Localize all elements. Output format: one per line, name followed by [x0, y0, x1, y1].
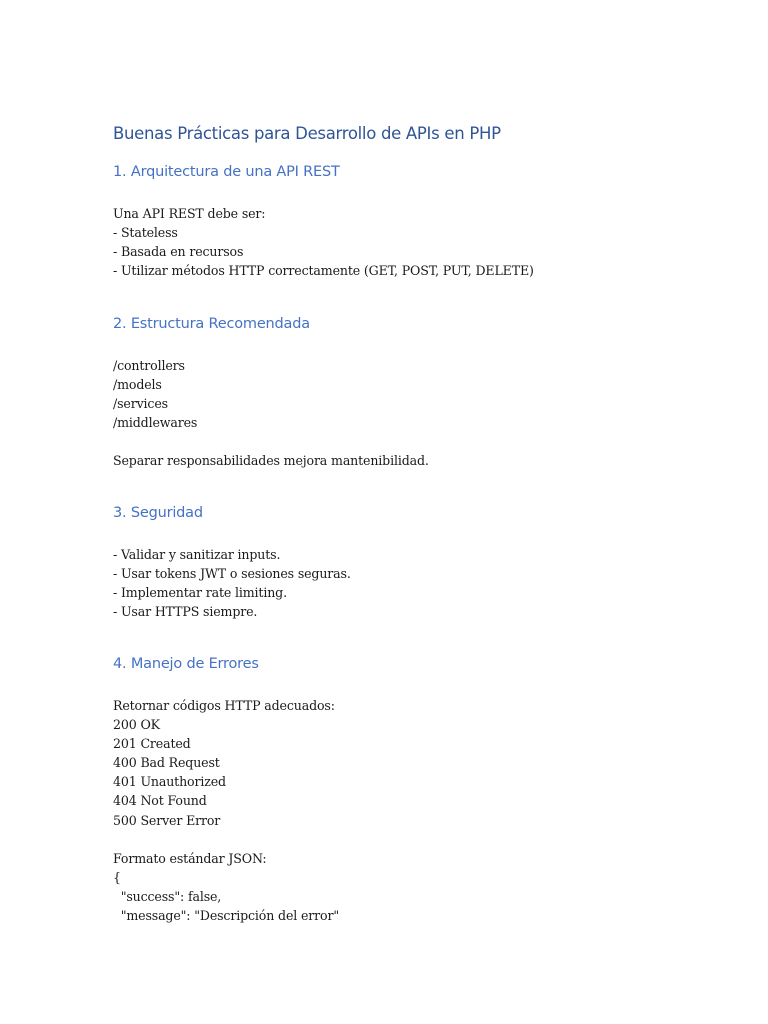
- section-heading: 2. Estructura Recomendada: [113, 316, 310, 332]
- status-code-line: 500 Server Error: [113, 812, 221, 828]
- blank-line: [113, 830, 713, 849]
- body-line: Formato estándar JSON:: [113, 850, 267, 866]
- section-architecture: [113, 162, 713, 280]
- list-item: - Stateless: [113, 225, 178, 241]
- body-line: Separar responsabilidades mejora mantenibilidad.: [113, 453, 429, 469]
- body-line: Retornar códigos HTTP adecuados:: [113, 698, 335, 713]
- document-title: Buenas Prácticas para Desarrollo de APIs en PHP: [113, 124, 501, 143]
- code-line: "success": false,: [113, 888, 222, 904]
- blank-line: [113, 432, 713, 451]
- section-heading: 3. Seguridad: [113, 505, 203, 521]
- section-body: [113, 696, 713, 925]
- list-item: - Usar HTTPS siempre.: [113, 604, 258, 620]
- section-security: [113, 503, 713, 621]
- section-heading: 4. Manejo de Errores: [113, 656, 259, 672]
- code-line: "message": "Descripción del error": [113, 908, 339, 924]
- folder-path: /middlewares: [113, 415, 198, 431]
- section-body: [113, 545, 713, 621]
- code-line: {: [113, 869, 121, 885]
- list-item: - Utilizar métodos HTTP correctamente (GET, POST, PUT, DELETE): [113, 263, 534, 279]
- list-item: - Basada en recursos: [113, 244, 244, 260]
- body-line: Una API REST debe ser:: [113, 206, 266, 221]
- section-structure: [113, 314, 713, 471]
- section-body: [113, 204, 713, 280]
- status-code-line: 201 Created: [113, 736, 191, 752]
- status-code-line: 404 Not Found: [113, 793, 207, 809]
- list-item: - Implementar rate limiting.: [113, 585, 287, 601]
- status-code-line: 400 Bad Request: [113, 755, 220, 771]
- list-item: - Validar y sanitizar inputs.: [113, 547, 281, 562]
- section-body: [113, 356, 713, 471]
- folder-path: /controllers: [113, 358, 185, 373]
- section-errors: [113, 654, 713, 925]
- status-code-line: 200 OK: [113, 717, 160, 733]
- folder-path: /models: [113, 377, 162, 393]
- folder-path: /services: [113, 396, 168, 412]
- status-code-line: 401 Unauthorized: [113, 774, 226, 790]
- section-heading: 1. Arquitectura de una API REST: [113, 164, 340, 180]
- list-item: - Usar tokens JWT o sesiones seguras.: [113, 566, 351, 582]
